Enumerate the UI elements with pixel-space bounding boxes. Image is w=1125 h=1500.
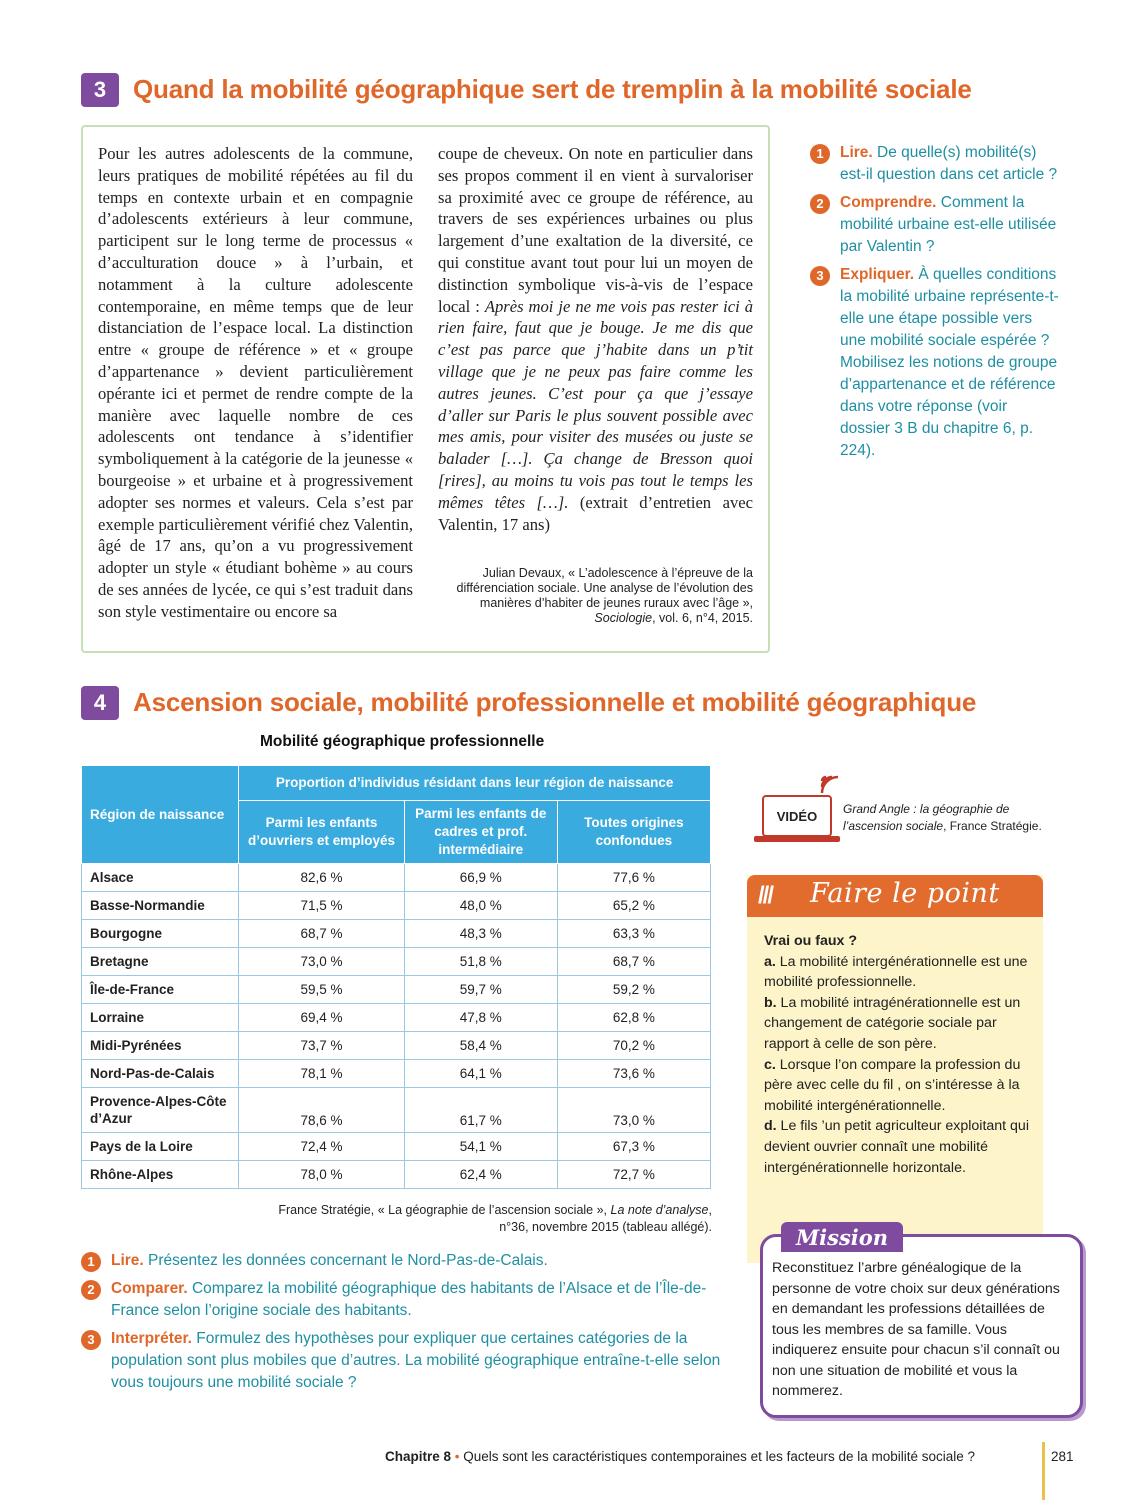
value-cell: 58,4 % xyxy=(404,1032,557,1060)
page-number: 281 xyxy=(1051,1449,1074,1464)
table-row xyxy=(82,920,711,948)
section-4-title: Ascension sociale, mobilité professionnelle et mobilité géographique xyxy=(133,687,977,717)
value-cell: 62,8 % xyxy=(557,1004,710,1032)
document-3-source: Julian Devaux, « L’adolescence à l’épreuve de la différenciation sociale. Une analyse de l’évolution des manières d’habiter de jeunes ruraux avec l’âge », Sociologie, vol. 6, n°4, 2015. xyxy=(456,566,753,625)
section-3-questions xyxy=(810,142,1060,468)
doc3-interview-quote: Après moi je ne me vois pas rester ici à rien faire, faut que je bouge. Je me dis que c’est pas parce que j’habite dans un p’tit village que je ne peux pas faire comme les autres jeunes. C’est pour ça que j’essaye d’aller sur Paris le plus souvent possible avec mes amis, pour visiter des musées ou juste se balader […]. Ça change de Bresson quoi [rires], au moins tu vois pas tout le temps les mêmes têtes […]. xyxy=(438,296,753,512)
video-button[interactable]: VIDÉO xyxy=(762,795,832,837)
region-cell: Nord-Pas-de-Calais xyxy=(82,1060,239,1088)
value-cell: 65,2 % xyxy=(557,892,710,920)
quiz-item: a. La mobilité intergénérationnelle est une mobilité professionnelle. xyxy=(764,953,1028,991)
video-caption[interactable]: Grand Angle : la géographie de l’ascension sociale, France Stratégie. xyxy=(843,802,1042,833)
question-item: 1 Lire. Présentez les données concernant le Nord-Pas-de-Calais. xyxy=(81,1250,721,1272)
value-cell: 64,1 % xyxy=(404,1060,557,1088)
value-cell: 68,7 % xyxy=(239,920,404,948)
value-cell: 73,7 % xyxy=(239,1032,404,1060)
quiz-heading: Vrai ou faux ? xyxy=(764,933,858,949)
question-number-badge: 1 xyxy=(81,1252,101,1272)
table-row xyxy=(82,1004,711,1032)
question-item: 3 Interpréter. Formulez des hypothèses pour expliquer que certaines catégories de la population sont plus mobiles que d’autres. La mobilité géographique entraîne-t-elle selon vous toujours une mobilité sociale ? xyxy=(81,1328,721,1394)
mission-text: Reconstituez l’arbre généalogique de la personne de votre choix sur deux générations en demandant les professions détaillées de tous les membres de sa famille. Vous indiquerez ensuite pour chacun s’il connaît ou non une situation de mobilité et vous la nommerez. xyxy=(772,1260,1060,1399)
question-number-badge: 2 xyxy=(81,1280,101,1300)
value-cell: 51,8 % xyxy=(404,948,557,976)
question-item: 2 Comparer. Comparez la mobilité géographique des habitants de l’Alsace et de l’Île-de-France selon l’origine sociale des habitants. xyxy=(81,1278,721,1322)
value-cell: 48,3 % xyxy=(404,920,557,948)
header-col-workers: Parmi les enfants d’ouvriers et employés xyxy=(239,801,404,864)
header-group: Proportion d’individus résidant dans leur région de naissance xyxy=(239,766,711,801)
table-row xyxy=(82,1133,711,1161)
value-cell: 77,6 % xyxy=(557,864,710,892)
section-4-questions xyxy=(81,1250,721,1400)
document-3-column-2 xyxy=(438,143,753,535)
region-cell: Pays de la Loire xyxy=(82,1133,239,1161)
mission-title: Mission xyxy=(781,1222,903,1252)
section-4-number: 4 xyxy=(81,686,119,720)
table-row xyxy=(82,1060,711,1088)
broadcast-icon xyxy=(818,773,842,797)
region-cell: Bretagne xyxy=(82,948,239,976)
header-region: Région de naissance xyxy=(82,766,239,864)
value-cell: 62,4 % xyxy=(404,1161,557,1189)
table-row xyxy=(82,976,711,1004)
table-row xyxy=(82,948,711,976)
quiz-item: d. Le fils ’un petit agriculteur exploitant qui devient ouvrier connaît une mobilité intergénérationnelle horizontale. xyxy=(764,1118,1029,1176)
region-cell: Basse-Normandie xyxy=(82,892,239,920)
table-source: France Stratégie, « La géographie de l’ascension sociale », La note d’analyse, n°36, novembre 2015 (tableau allégé). xyxy=(278,1203,712,1234)
quiz-item: b. La mobilité intragénérationnelle est un changement de catégorie sociale par rapport à celle de son père. xyxy=(764,994,1021,1052)
table-row xyxy=(82,1032,711,1060)
document-3-column-1 xyxy=(98,143,413,623)
section-3-title: Quand la mobilité géographique sert de tremplin à la mobilité sociale xyxy=(133,74,972,104)
value-cell: 78,0 % xyxy=(239,1161,404,1189)
question-number-badge: 3 xyxy=(810,266,830,286)
value-cell: 59,5 % xyxy=(239,976,404,1004)
value-cell: 63,3 % xyxy=(557,920,710,948)
doc3-col1-text: Pour les autres adolescents de la commune, leurs pratiques de mobilité répétées au fil du temps en contexte urbain et en compagnie d’adolescents extérieurs à leur commune, participent sur le long terme de processus « d’acculturation douce » à l’urbain, et notamment à la culture adolescente contemporaine, en même temps que de leur distanciation de l’espace local. La distinction entre « groupe de référence » et « groupe d’appartenance » devient particulièrement opérante ici et permet de rendre compte de la manière avec laquelle nombre de ces adolescents ont tendance à s’identifier symboliquement à la catégorie de la jeunesse « bourgeoise » et urbaine et à progressivement adopter ses normes et valeurs. Cela s’est par exemple particulièrement vérifié chez Valentin, âgé de 17 ans, qu’on a vu progressivement adopter un style « étudiant bohème » au cours de ses années de lycée, ce qui s’est traduit dans son style vestimentaire ou encore sa xyxy=(98,144,413,621)
value-cell: 72,4 % xyxy=(239,1133,404,1161)
table-row xyxy=(82,1161,711,1189)
value-cell: 73,6 % xyxy=(557,1060,710,1088)
question-number-badge: 2 xyxy=(810,194,830,214)
video-screen-stand xyxy=(754,836,840,842)
value-cell: 66,9 % xyxy=(404,864,557,892)
faire-le-point-body xyxy=(764,931,1032,1178)
header-col-all: Toutes origines confondues xyxy=(557,801,710,864)
value-cell: 71,5 % xyxy=(239,892,404,920)
value-cell: 67,3 % xyxy=(557,1133,710,1161)
value-cell: 78,6 % xyxy=(239,1088,404,1133)
value-cell: 48,0 % xyxy=(404,892,557,920)
region-cell: Lorraine xyxy=(82,1004,239,1032)
value-cell: 61,7 % xyxy=(404,1088,557,1133)
question-item: 1 Lire. De quelle(s) mobilité(s) est-il question dans cet article ? xyxy=(810,142,1060,186)
faire-le-point-title: Faire le point xyxy=(810,878,1000,909)
question-number-badge: 1 xyxy=(810,144,830,164)
page-footer: Chapitre 8 • Quels sont les caractéristiques contemporaines et les facteurs de la mobilité sociale ? xyxy=(385,1449,976,1464)
region-cell: Midi-Pyrénées xyxy=(82,1032,239,1060)
table-row xyxy=(82,864,711,892)
quiz-item: c. Lorsque l’on compare la profession du père avec celle du fil , on s’intéresse à la mobilité intergénérationnelle. xyxy=(764,1056,1021,1114)
region-cell: Bourgogne xyxy=(82,920,239,948)
value-cell: 78,1 % xyxy=(239,1060,404,1088)
section-3-number: 3 xyxy=(81,73,119,107)
question-item: 2 Comprendre. Comment la mobilité urbaine est-elle utilisée par Valentin ? xyxy=(810,192,1060,258)
table-title: Mobilité géographique professionnelle xyxy=(260,733,545,750)
region-cell: Rhône-Alpes xyxy=(82,1161,239,1189)
value-cell: 73,0 % xyxy=(557,1088,710,1133)
value-cell: 69,4 % xyxy=(239,1004,404,1032)
mobility-table xyxy=(81,765,711,1189)
region-cell: Provence-Alpes-Côte d’Azur xyxy=(82,1088,239,1133)
value-cell: 68,7 % xyxy=(557,948,710,976)
value-cell: 47,8 % xyxy=(404,1004,557,1032)
value-cell: 54,1 % xyxy=(404,1133,557,1161)
table-row xyxy=(82,1088,711,1133)
value-cell: 70,2 % xyxy=(557,1032,710,1060)
region-cell: Alsace xyxy=(82,864,239,892)
footer-divider xyxy=(1042,1442,1045,1500)
table-row xyxy=(82,892,711,920)
doc3-quote-attribution: (extrait d’entretien avec Valentin, 17 ans) xyxy=(438,492,753,534)
value-cell: 59,2 % xyxy=(557,976,710,1004)
question-item: 3 Expliquer. À quelles conditions la mobilité urbaine représente-t-elle une étape possible vers une mobilité sociale espérée ? Mobilisez les notions de groupe d’appartenance et de référence dans votre réponse (voir dossier 3 B du chapitre 6, p. 224). xyxy=(810,264,1060,462)
value-cell: 59,7 % xyxy=(404,976,557,1004)
table-body xyxy=(82,864,711,1189)
question-number-badge: 3 xyxy=(81,1330,101,1350)
value-cell: 82,6 % xyxy=(239,864,404,892)
region-cell: Île-de-France xyxy=(82,976,239,1004)
doc3-col2-intro: coupe de cheveux. On note en particulier dans ses propos comment il en vient à survaloriser sa proximité avec ce groupe de référence, au travers de ses expériences urbaines ou plus largement d’une exaltation de la diversité, ce qui constitue avant tout pour lui un moyen de distinction symbolique vis-à-vis de l’espace local : xyxy=(438,144,753,316)
stripes-decoration-icon: /// xyxy=(758,882,773,909)
header-col-executives: Parmi les enfants de cadres et prof. intermédiaire xyxy=(404,801,557,864)
value-cell: 73,0 % xyxy=(239,948,404,976)
value-cell: 72,7 % xyxy=(557,1161,710,1189)
